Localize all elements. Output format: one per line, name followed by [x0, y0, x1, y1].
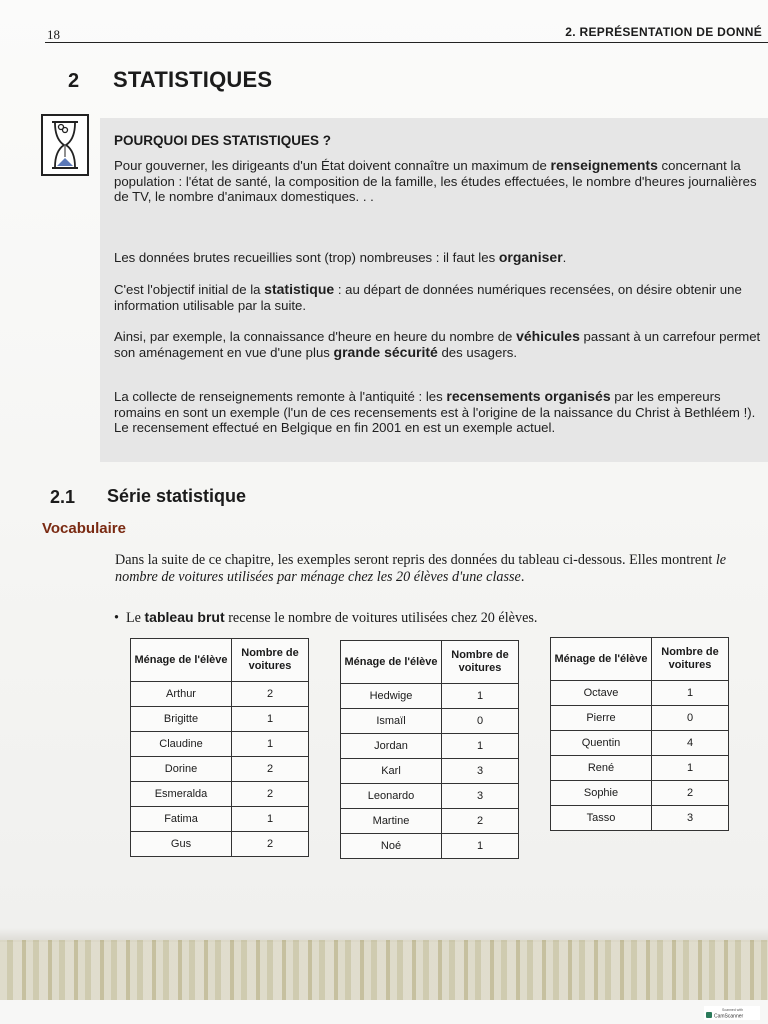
- column-header-household: Ménage de l'élève: [341, 641, 442, 684]
- table-row: [341, 809, 519, 834]
- household-name: Octave: [551, 681, 652, 706]
- car-count: 2: [652, 781, 729, 806]
- car-count: 3: [442, 784, 519, 809]
- table-row: [341, 759, 519, 784]
- car-count: 2: [232, 682, 309, 707]
- car-count: 1: [652, 756, 729, 781]
- household-name: René: [551, 756, 652, 781]
- table-row: [131, 807, 309, 832]
- table-row: [341, 709, 519, 734]
- car-count: 2: [442, 809, 519, 834]
- chapter-title: STATISTIQUES: [113, 67, 273, 92]
- table-row: [341, 684, 519, 709]
- svg-text:CamScanner: CamScanner: [714, 1013, 744, 1020]
- household-name: Leonardo: [341, 784, 442, 809]
- page-number: 18: [47, 27, 60, 42]
- column-header-household: Ménage de l'élève: [551, 638, 652, 681]
- household-name: Dorine: [131, 757, 232, 782]
- table-row: [131, 757, 309, 782]
- svg-text:Scanned with: Scanned with: [722, 1008, 744, 1012]
- table-row: [551, 681, 729, 706]
- car-count: 1: [442, 734, 519, 759]
- car-count: 1: [652, 681, 729, 706]
- household-name: Noé: [341, 834, 442, 859]
- household-name: Martine: [341, 809, 442, 834]
- intro-paragraph-1: Pour gouverner, les dirigeants d'un État doivent connaître un maximum de renseignements concernant la population : l'état de santé, la composition de la famille, les études effectuées, le nombre d'heures journalières de TV, le nombre d'animaux domestiques. . .: [114, 157, 757, 204]
- table-header-row: [551, 638, 729, 681]
- household-name: Hedwige: [341, 684, 442, 709]
- table-header-row: [341, 641, 519, 684]
- raw-table-3: [550, 637, 729, 831]
- car-count: 1: [232, 707, 309, 732]
- household-name: Claudine: [131, 732, 232, 757]
- household-name: Brigitte: [131, 707, 232, 732]
- car-count: 3: [652, 806, 729, 831]
- column-header-household: Ménage de l'élève: [131, 639, 232, 682]
- car-count: 2: [232, 832, 309, 857]
- table-row: [551, 706, 729, 731]
- chapter-number: 2: [68, 70, 80, 92]
- table-row: [341, 784, 519, 809]
- table-row: [341, 834, 519, 859]
- raw-table-2: [340, 640, 519, 859]
- table-row: [551, 756, 729, 781]
- scanner-watermark-icon: [704, 1006, 760, 1020]
- car-count: 0: [652, 706, 729, 731]
- household-name: Quentin: [551, 731, 652, 756]
- table-row: [131, 682, 309, 707]
- box-heading: POURQUOI DES STATISTIQUES ?: [114, 133, 332, 148]
- car-count: 1: [232, 807, 309, 832]
- intro-paragraph-5: La collecte de renseignements remonte à l'antiquité : les recensements organisés par les empereurs romains en sont un exemple (l'un de ces recensements est à l'origine de la naissance du Christ à Bethléem !). Le recensement effectué en Belgique en fin 2001 en est un exemple actuel.: [114, 388, 756, 435]
- column-header-cars: Nombre de voitures: [442, 641, 519, 684]
- table-row: [551, 781, 729, 806]
- bullet-text: Le tableau brut recense le nombre de voitures utilisées chez 20 élèves.: [126, 609, 538, 626]
- bullet-marker: •: [114, 610, 119, 626]
- table-header-row: [131, 639, 309, 682]
- column-header-cars: Nombre de voitures: [652, 638, 729, 681]
- hourglass-icon: [40, 113, 90, 177]
- household-name: Sophie: [551, 781, 652, 806]
- subsection-label: Vocabulaire: [42, 520, 126, 537]
- table-row: [341, 734, 519, 759]
- car-count: 2: [232, 782, 309, 807]
- household-name: Fatima: [131, 807, 232, 832]
- table-row: [551, 731, 729, 756]
- running-title: 2. REPRÉSENTATION DE DONNÉ: [565, 25, 762, 39]
- intro-paragraph-2: Les données brutes recueillies sont (trop) nombreuses : il faut les organiser.: [114, 249, 567, 265]
- car-count: 3: [442, 759, 519, 784]
- household-name: Jordan: [341, 734, 442, 759]
- household-name: Tasso: [551, 806, 652, 831]
- background-surface: [0, 940, 768, 1000]
- household-name: Pierre: [551, 706, 652, 731]
- section-number: 2.1: [50, 487, 76, 507]
- table-row: [131, 707, 309, 732]
- household-name: Esmeralda: [131, 782, 232, 807]
- intro-paragraph-3: C'est l'objectif initial de la statistique : au départ de données numériques recensées, on désire obtenir une information utilisable par la suite.: [114, 281, 742, 313]
- household-name: Ismaïl: [341, 709, 442, 734]
- car-count: 0: [442, 709, 519, 734]
- car-count: 1: [232, 732, 309, 757]
- car-count: 1: [442, 684, 519, 709]
- header-rule: [45, 42, 768, 43]
- table-row: [131, 782, 309, 807]
- section-title: Série statistique: [107, 486, 247, 506]
- intro-paragraph-4: Ainsi, par exemple, la connaissance d'heure en heure du nombre de véhicules passant à un carrefour permet son aménagement en vue d'une plus grande sécurité des usagers.: [114, 328, 761, 360]
- column-header-cars: Nombre de voitures: [232, 639, 309, 682]
- raw-table-1: [130, 638, 309, 857]
- household-name: Karl: [341, 759, 442, 784]
- table-row: [131, 732, 309, 757]
- car-count: 4: [652, 731, 729, 756]
- household-name: Gus: [131, 832, 232, 857]
- table-row: [551, 806, 729, 831]
- car-count: 2: [232, 757, 309, 782]
- intro-text: Dans la suite de ce chapitre, les exemples seront repris des données du tableau ci-dessous. Elles montrent le nombre de voitures utilisées par ménage chez les 20 élèves d'une classe.: [115, 552, 727, 585]
- household-name: Arthur: [131, 682, 232, 707]
- car-count: 1: [442, 834, 519, 859]
- table-row: [131, 832, 309, 857]
